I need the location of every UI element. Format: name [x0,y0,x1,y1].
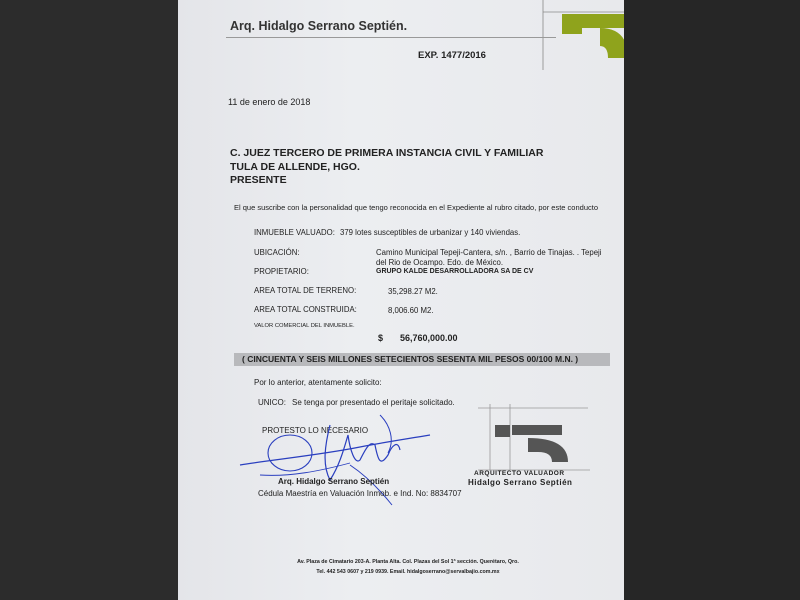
seal-title: ARQUITECTO VALUADOR [474,470,565,477]
footer-address: Av. Plaza de Cimatario 203-A. Planta Alta. Col. Plazas del Sol 1ª sección. Querétaro, Qro. [297,559,519,565]
footer-contact: Tel. 442 543 0607 y 219 0939. Email. hidalgoserrano@servalbajio.com.mx [316,569,500,575]
handwritten-signature [230,405,440,515]
file-number: EXP. 1477/2016 [418,50,486,61]
propietario-label: PROPIETARIO: [254,267,309,276]
ubicacion-label: UBICACIÓN: [254,248,300,257]
amount-in-words: ( CINCUENTA Y SEIS MILLONES SETECIENTOS SESENTA MIL PESOS 00/100 M.N. ) [234,353,610,366]
letterhead-rule [226,37,556,38]
amount-value: 56,760,000.00 [400,333,458,343]
currency-symbol: $ [378,333,384,343]
protesto-text: PROTESTO LO NECESARIO [262,426,369,435]
inmueble-value: 379 lotes susceptibles de urbanizar y 140 viviendas. [340,228,521,237]
request-intro: Por lo anterior, atentamente solicito: [254,378,382,387]
addressee-line-3: PRESENTE [230,174,287,186]
addressee-line-1: C. JUEZ TERCERO DE PRIMERA INSTANCIA CIVIL Y FAMILIAR [230,147,544,159]
construida-value: 8,006.60 M2. [388,306,434,315]
propietario-value: GRUPO KALDE DESARROLLADORA SA DE CV [376,268,534,275]
valor-label: VALOR COMERCIAL DEL INMUEBLE. [254,323,355,329]
terreno-value: 35,298.27 M2. [388,287,438,296]
terreno-label: AREA TOTAL DE TERRENO: [254,286,357,295]
seal-name: Hidalgo Serrano Septién [468,478,573,487]
background-right [624,0,800,600]
inmueble-label: INMUEBLE VALUADO: [254,228,335,237]
signer-credential: Cédula Maestría en Valuación Inmob. e Ind. No: 8834707 [258,489,462,498]
construida-label: AREA TOTAL CONSTRUIDA: [254,305,357,314]
document-date: 11 de enero de 2018 [228,97,311,107]
background-left [0,0,178,600]
ubicacion-value-1: Camino Municipal Tepeji-Cantera, s/n. , Barrio de Tinajas. . Tepeji [376,248,602,257]
signer-name: Arq. Hidalgo Serrano Septién [278,477,390,486]
letterhead-name: Arq. Hidalgo Serrano Septién. [230,19,408,33]
unico-text: Se tenga por presentado el peritaje solicitado. [292,398,455,407]
document-page [178,0,624,600]
letterhead-logo [538,0,624,70]
ubicacion-value-2: del Rio de Ocampo. Edo. de México. [376,258,503,267]
unico-label: UNICO: [258,398,286,407]
intro-paragraph: El que suscribe con la personalidad que tengo reconocida en el Expediente al rubro citado, por este conducto [234,203,598,212]
addressee-line-2: TULA DE ALLENDE, HGO. [230,161,360,173]
